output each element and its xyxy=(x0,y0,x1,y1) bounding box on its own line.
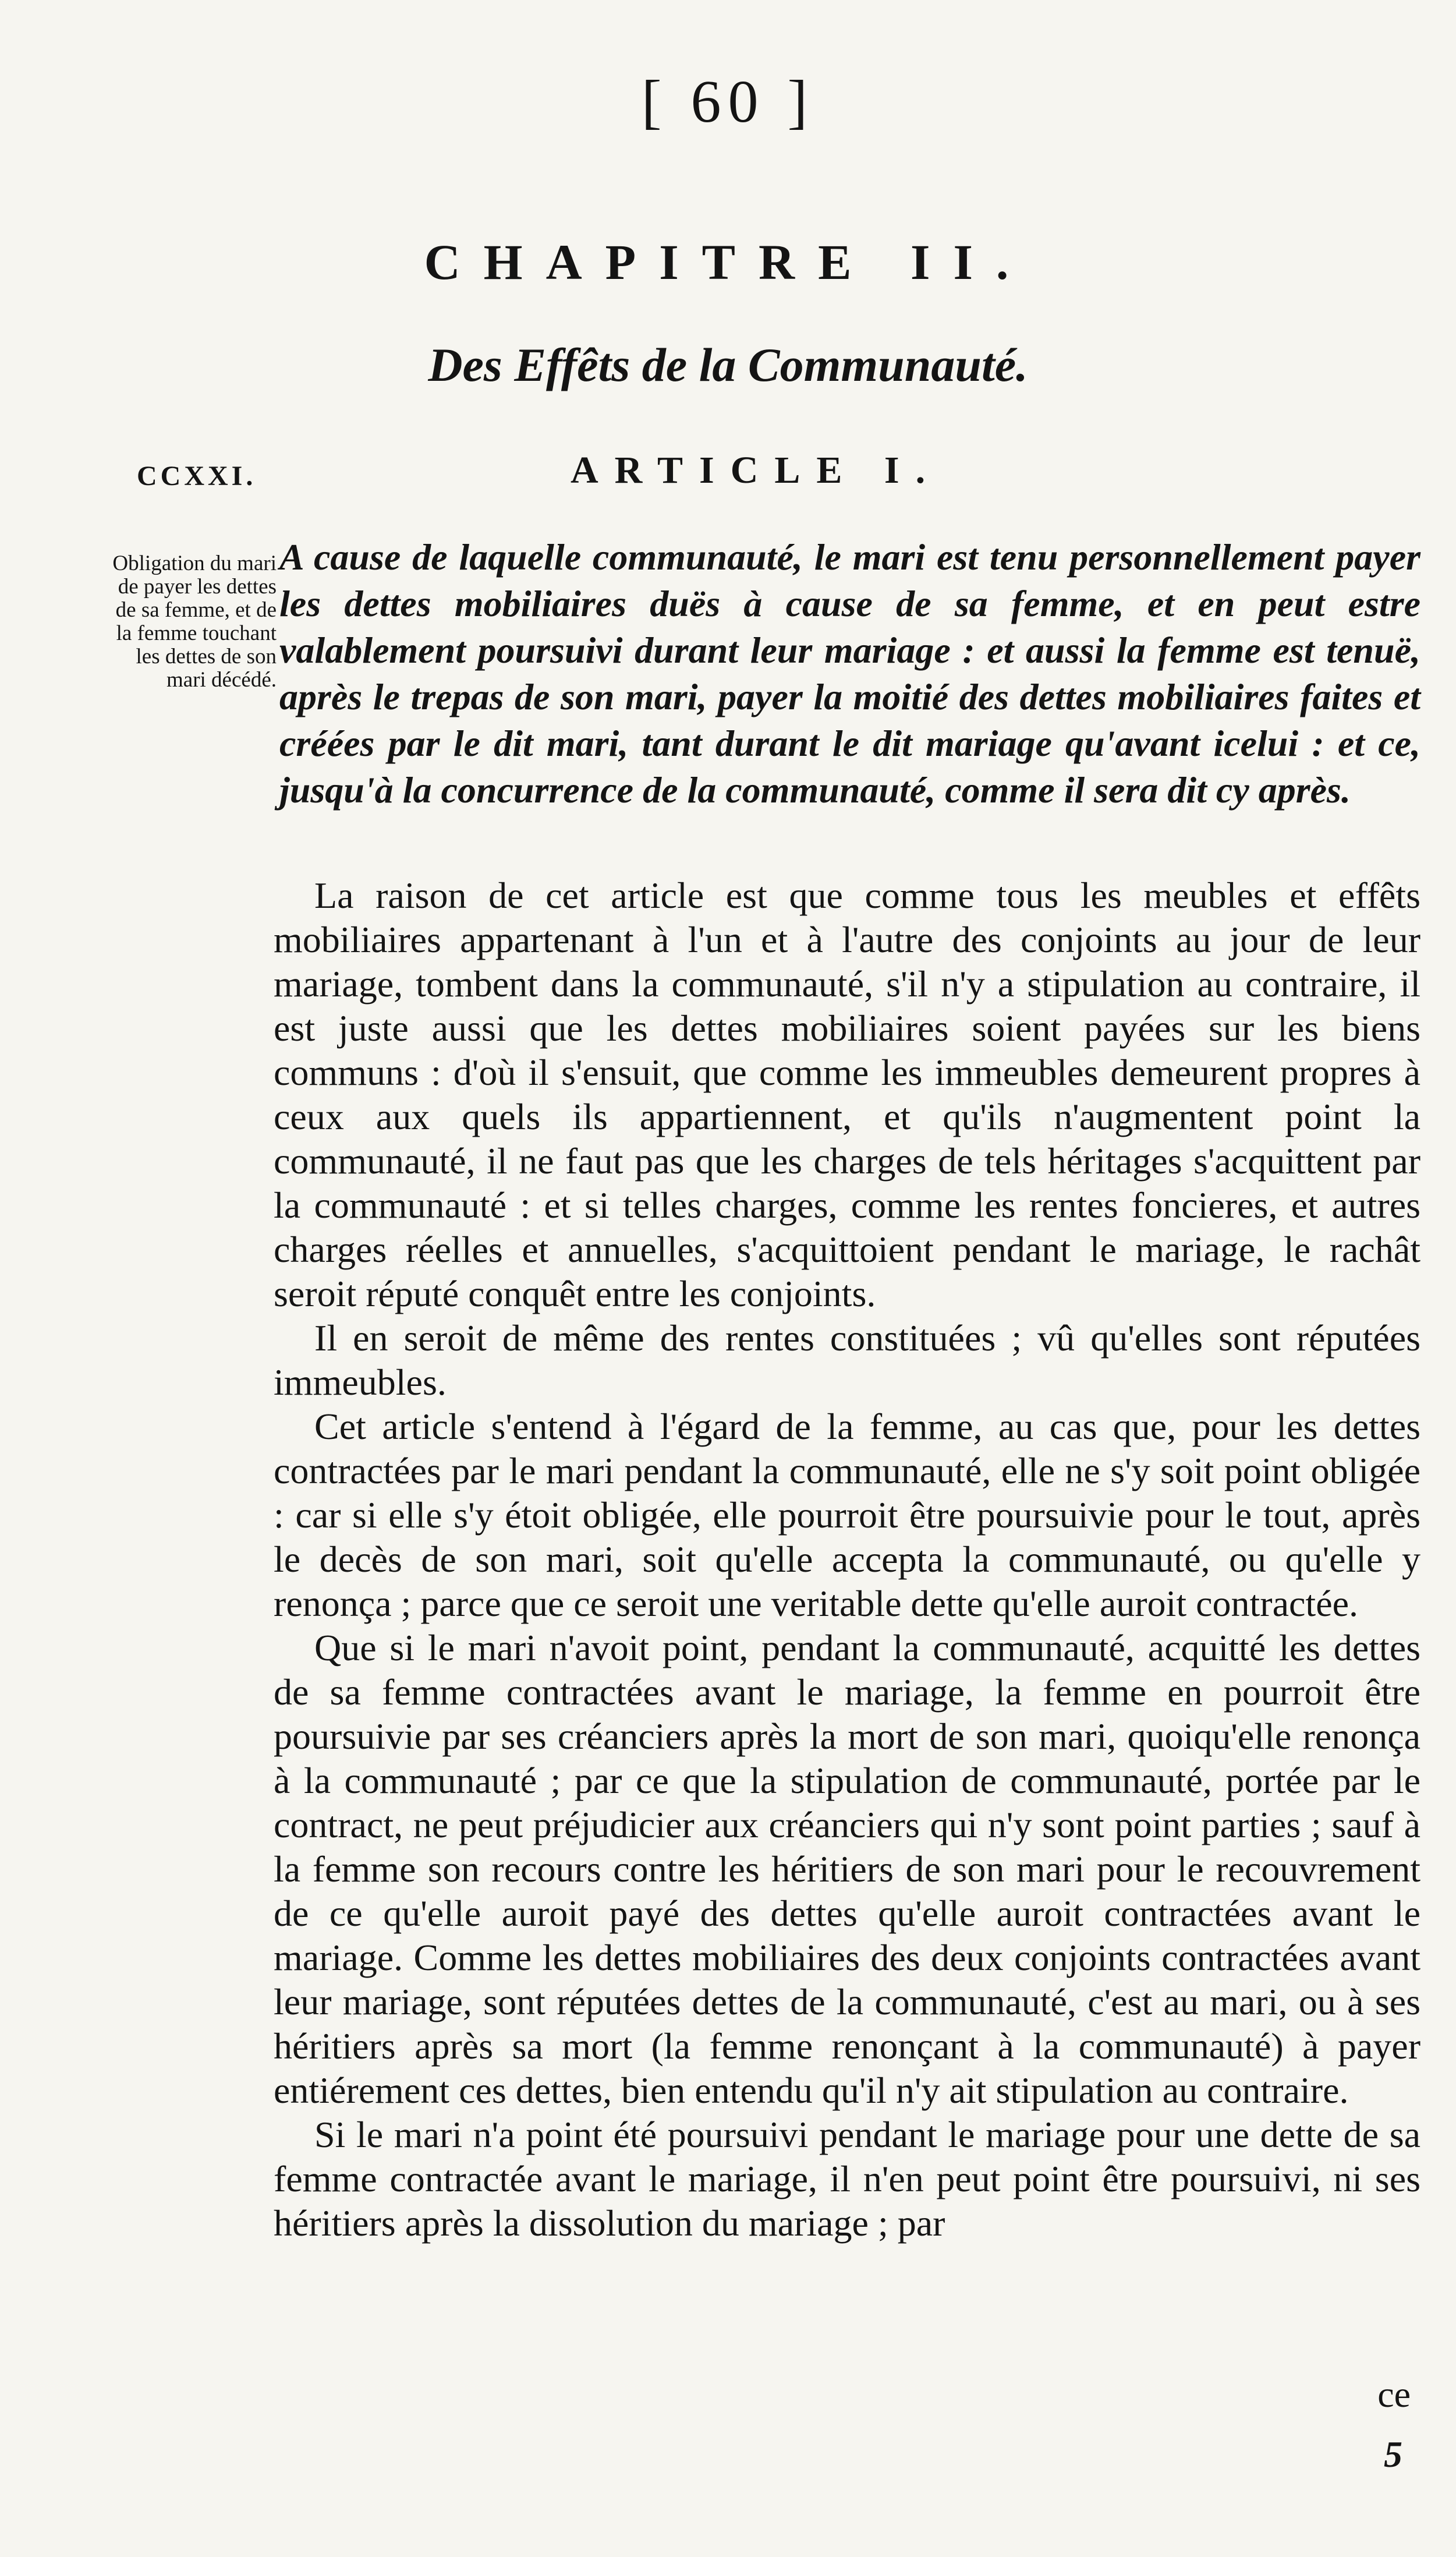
commentary-paragraph: La raison de cet article est que comme tous les meubles et effêts mobiliaires appartenant à l'un et à l'autre des conjoints au jour de leur mariage, tombent dans la communauté, s'il n'y a stipulation au contraire, il est juste aussi que les dettes mobiliaires soient payées sur les biens communs : d'où il s'ensuit, que comme les immeubles demeurent propres à ceux aux quels ils appartiennent, et qu'ils n'augmentent point la communauté, il ne faut pas que les charges de tels héritages s'acquittent par la communauté : et si telles charges, comme les rentes foncieres, et autres charges réelles et annuelles, s'acquittoient pendant le mariage, le rachât seroit réputé conquêt entre les conjoints. xyxy=(274,875,1420,1314)
commentary-paragraph: Il en seroit de même des rentes constituées ; vû qu'elles sont réputées immeubles. xyxy=(274,1317,1420,1403)
chapter-subtitle: Des Effêts de la Communauté. xyxy=(428,338,1028,391)
article-text: A cause de laquelle communauté, le mari est tenu personnellement payer les dettes mobiliaires duës à cause de sa femme, et en peut estre valablement poursuivi durant leur mariage : et aussi la femme est tenuë, après le trepas de son mari, payer la moitié des dettes mobiliaires faites et créées par le dit mari, tant durant le dit mariage qu'avant icelui : et ce, jusqu'à la concurrence de la communauté, comme il sera dit cy après. xyxy=(279,536,1420,811)
article-number: CCXXI. xyxy=(137,461,257,491)
article-heading: ARTICLE I. xyxy=(571,449,942,491)
page-number: [ 60 ] xyxy=(641,68,815,135)
commentary-paragraph: Que si le mari n'avoit point, pendant la communauté, acquitté les dettes de sa femme contractées avant le mariage, la femme en pourroit être poursuivie par ses créanciers après la mort de son mari, quoiqu'elle renonça à la communauté ; par ce que la stipulation de communauté, portée par le contract, ne peut préjudicier aux créanciers qui n'y sont point parties ; sauf à la femme son recours contre les héritiers de son mari pour le recouvrement de ce qu'elle auroit payé des dettes qu'elle auroit contractées avant le mariage. Comme les dettes mobiliaires des deux conjoints contractées avant leur mariage, sont réputées dettes de la communauté, c'est au mari, ou à ses héritiers après sa mort (la femme renonçant à la communauté) à payer entiérement ces dettes, bien entendu qu'il n'y ait stipulation au contraire. xyxy=(274,1627,1420,2111)
commentary xyxy=(274,873,1420,2245)
chapter-title: CHAPITRE II. xyxy=(424,234,1032,290)
catchword: ce xyxy=(1377,2374,1411,2415)
commentary-paragraph: Si le mari n'a point été poursuivi pendant le mariage pour une dette de sa femme contractée avant le mariage, il n'en peut point être poursuivi, ni ses héritiers après la dissolution du mariage ; par xyxy=(274,2114,1420,2244)
commentary-paragraph: Cet article s'entend à l'égard de la femme, au cas que, pour les dettes contractées par le mari pendant la communauté, elle ne s'y soit point obligée : car si elle s'y étoit obligée, elle pourroit être poursuivie pour le tout, après le decès de son mari, soit qu'elle accepta la communauté, ou qu'elle y renonça ; parce que ce seroit une veritable dette qu'elle auroit contractée. xyxy=(274,1406,1420,1624)
margin-note: Obligation du mari de payer les dettes de sa femme, et de la femme touchant les dettes de son mari décédé. xyxy=(112,551,277,692)
signature-mark: 5 xyxy=(1384,2434,1402,2475)
